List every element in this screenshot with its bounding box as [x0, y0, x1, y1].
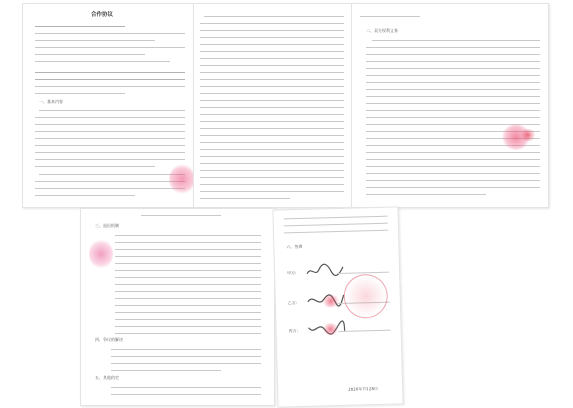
seal-stamp [169, 164, 195, 194]
section-dispute-heading: 四、争议的解决 [95, 337, 123, 342]
company-seal-stamp [343, 274, 388, 319]
seal-stamp [89, 239, 113, 269]
page-3 [351, 3, 549, 208]
page-1 [22, 3, 197, 208]
seal-stamp [520, 129, 536, 141]
party-a-label: 甲方: [287, 270, 297, 276]
page-title: 合作协议 [91, 12, 114, 18]
sign-date: 2020年7月28日 [348, 385, 379, 392]
page-4 [80, 208, 275, 406]
party-c-label: 丙方: [288, 328, 299, 334]
section-basic-heading: 一、基本内容 [39, 99, 63, 104]
section-sign-heading: 六、签署 [286, 243, 303, 250]
party-b-label: 乙方: [287, 300, 298, 306]
section-exit-heading: 三、退出机制 [95, 223, 119, 228]
signature-party-a [305, 261, 345, 280]
page-2 [193, 3, 355, 208]
section-rights-heading: 二、双方权利义务 [366, 28, 398, 33]
section-other-heading: 五、其他约定 [95, 375, 119, 380]
page-5 [272, 206, 403, 407]
